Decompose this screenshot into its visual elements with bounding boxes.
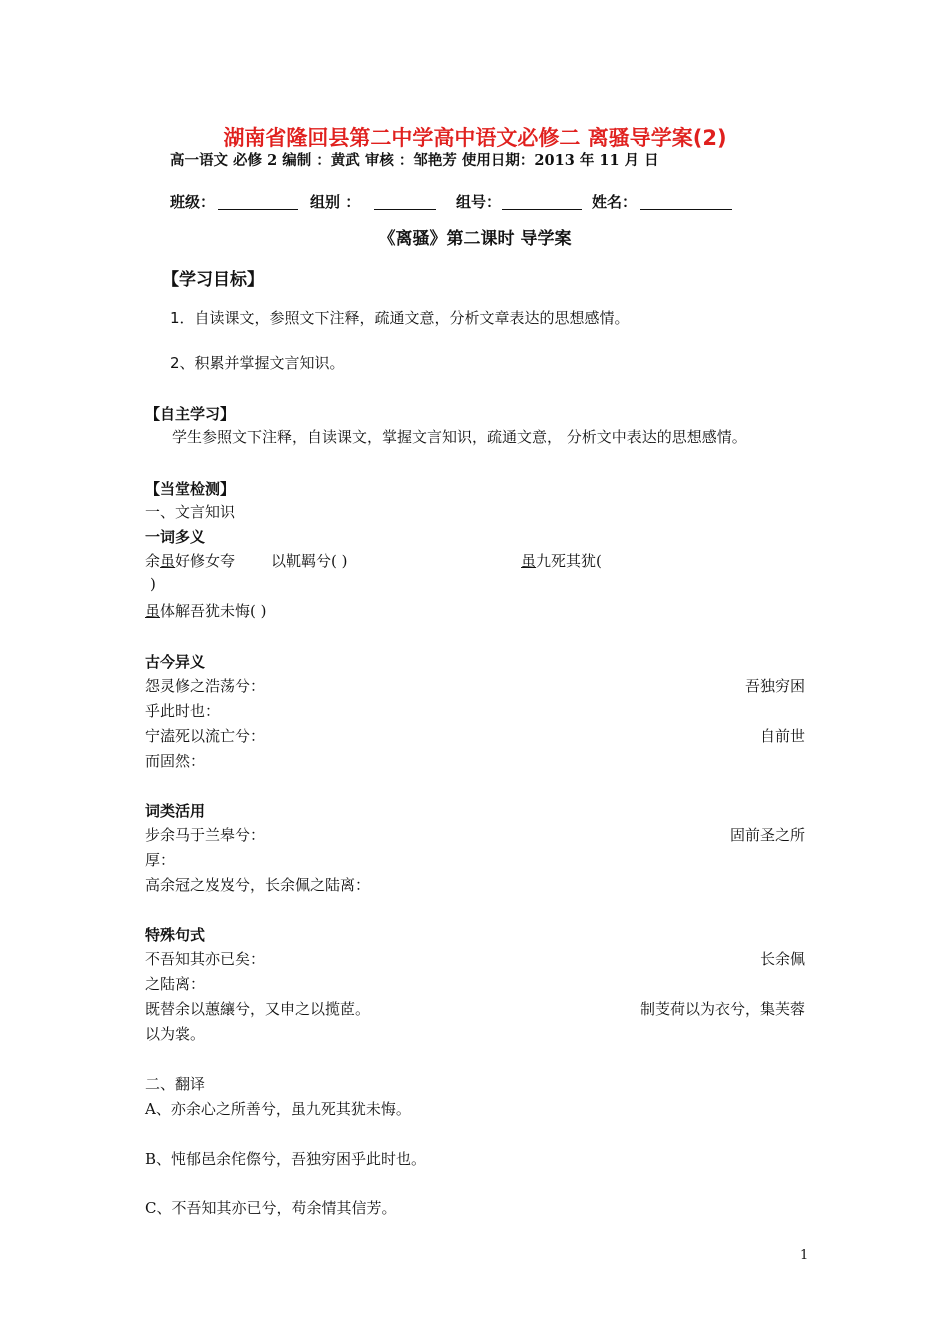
word-class-line-2: 厚： [145,851,176,869]
check-heading: 【当堂检测】 [145,480,236,498]
ancient-modern-line-1-right: 吾独穷困 [744,677,805,695]
polysemy-heading: 一词多义 [145,528,206,546]
ancient-modern-heading: 古今异义 [145,653,206,671]
class-blank[interactable] [218,193,298,210]
ancient-modern-line-4: 而固然： [145,752,206,770]
goal-item-2: 2、积累并掌握文言知识。 [170,354,345,372]
translation-a: A、亦余心之所善兮，虽九死其犹未悔。 [145,1100,411,1118]
lesson-subtitle: 《离骚》第二课时 导学案 [378,229,572,249]
part1-heading: 一、文言知识 [145,503,236,521]
name-label: 姓名： [592,193,638,211]
word-class-heading: 词类活用 [145,802,206,820]
part2-heading: 二、翻译 [145,1075,206,1093]
word-class-line-1-right: 固前圣之所 [729,826,805,844]
ancient-modern-line-3: 宁溘死以流亡兮： [145,727,266,745]
special-line-2: 之陆离： [145,975,206,993]
class-label: 班级： [170,193,216,211]
polysemy-line-1a: 余虽好修女夸 [145,552,236,570]
goal-item-1: 1．自读课文，参照文下注释，疏通文意，分析文章表达的思想感情。 [170,309,630,327]
self-study-text: 学生参照文下注释，自读课文，掌握文言知识，疏通文意， 分析文中表达的思想感情。 [172,428,747,446]
special-line-1-right: 长余佩 [759,950,805,968]
ancient-modern-line-2: 乎此时也： [145,702,221,720]
polysemy-line-1c: 虽九死其犹( [521,552,602,570]
translation-b: B、忳郁邑余侘傺兮，吾独穷困乎此时也。 [145,1150,427,1168]
ancient-modern-line-1: 怨灵修之浩荡兮： [145,677,266,695]
goals-heading: 【学习目标】 [162,270,264,290]
self-study-heading: 【自主学习】 [145,405,236,423]
number-label: 组号： [456,193,502,211]
special-line-1: 不吾知其亦已矣： [145,950,266,968]
special-heading: 特殊句式 [145,926,206,944]
polysemy-line-2: ) [150,575,156,593]
translation-c: C、不吾知其亦已兮，苟余情其信芳。 [145,1199,397,1217]
group-blank[interactable] [374,193,436,210]
polysemy-line-3: 虽体解吾犹未悔( ) [145,602,267,620]
document-meta: 高一语文 必修 2 编制 ：黄武 审核 ：邹艳芳 使用日期：2013 年 11 月 日 [170,152,659,169]
special-line-3: 既替余以蕙纕兮，又申之以揽茝。 [145,1000,371,1018]
special-line-3-right: 制芰荷以为衣兮，集芙蓉 [639,1000,805,1018]
word-class-line-3: 高余冠之岌岌兮，长余佩之陆离： [145,876,371,894]
name-blank[interactable] [640,193,732,210]
number-blank[interactable] [502,193,582,210]
document-title: 湖南省隆回县第二中学高中语文必修二 离骚导学案(2) [223,126,727,150]
polysemy-line-1b: 以靰羁兮( ) [271,552,348,570]
ancient-modern-line-3-right: 自前世 [759,727,805,745]
group-label: 组别 ： [310,193,361,211]
special-line-4: 以为裳。 [145,1025,206,1043]
word-class-line-1: 步余马于兰皋兮： [145,826,266,844]
page-number: 1 [800,1248,809,1263]
